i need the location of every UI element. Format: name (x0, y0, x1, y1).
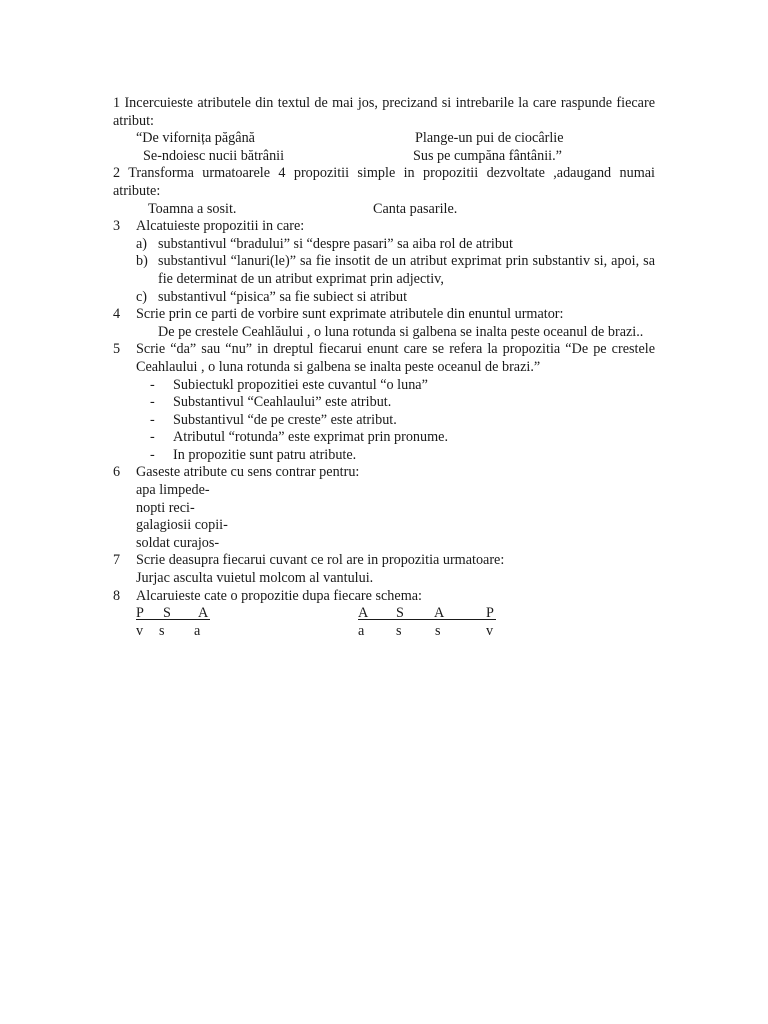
list-item: apa limpede- (136, 482, 210, 499)
scheme-underline (358, 605, 496, 620)
scheme-letter: a (194, 622, 201, 639)
scheme-letter: s (159, 622, 165, 639)
poem-line-1 (113, 130, 655, 148)
question-8-text: Alcaruieste cate o propozitie dupa fiecare schema: (136, 587, 422, 604)
item-label: a) (136, 235, 148, 252)
sentence-1: Toamna a sosit. (148, 200, 237, 217)
question-3-text: Alcatuieste propozitii in care: (136, 218, 305, 235)
item-text: Substantivul “de pe creste” este atribut. (173, 411, 397, 428)
question-2: 2 Transforma urmatoarele 4 propozitii simple in propozitii dezvoltate ,adaugand numai atribute: (113, 165, 655, 199)
sentence-2: Canta pasarile. (373, 200, 458, 217)
item-text: Substantivul “Ceahlaului” este atribut. (173, 394, 392, 411)
question-1: 1 Incercuieste atributele din textul de mai jos, precizand si intrebarile la care raspunde fiecare atribut: (113, 95, 655, 129)
scheme-top-row (113, 605, 655, 623)
scheme-letter: v (486, 622, 494, 639)
question-5-text: Scrie “da” sau “nu” in dreptul fiecarui enunt care se refera la propozitia “De pe crestele Ceahlaului , o luna rotunda si galbena se inalta peste oceanul de brazi.” (136, 341, 655, 375)
scheme-bottom-row (113, 623, 655, 641)
dash-bullet: - (150, 446, 155, 463)
question-number: 7 (113, 552, 121, 569)
scheme-letter: A (198, 605, 209, 622)
list-item: nopti reci- (136, 499, 195, 516)
item-label: c) (136, 288, 148, 305)
item-text: substantivul “pisica” sa fie subiect si atribut (158, 288, 408, 305)
dash-bullet: - (150, 411, 155, 428)
question-6-text: Gaseste atribute cu sens contrar pentru: (136, 464, 360, 481)
list-item (113, 429, 655, 447)
list-item (113, 412, 655, 430)
item-text: In propozitie sunt patru atribute. (173, 446, 357, 463)
poem-line-2a: Se-ndoiesc nucii bătrânii (143, 147, 285, 164)
list-item: soldat curajos- (136, 534, 220, 551)
scheme-letter: S (396, 605, 404, 622)
question-4 (113, 306, 655, 324)
list-item: galagiosii copii- (136, 517, 228, 534)
scheme-letter: A (434, 605, 445, 622)
question-3 (113, 218, 655, 236)
question-number: 5 (113, 341, 121, 358)
poem-line-1a: “De vifornița păgână (136, 130, 255, 147)
question-number: 4 (113, 306, 121, 323)
question-5 (113, 341, 655, 376)
item-text: substantivul “bradului” si “despre pasari” sa aiba rol de atribut (158, 235, 513, 252)
sentences-row (113, 201, 655, 219)
poem-line-1b: Plange-un pui de ciocârlie (415, 130, 564, 147)
scheme-letter: v (136, 622, 144, 639)
poem-line-2b: Sus pe cumpăna fântânii.” (413, 147, 562, 164)
item-text: substantivul “lanuri(le)” sa fie insotit de un atribut exprimat prin substantiv si, apoi, sa fie determinat de un atribut exprimat prin adjectiv, (158, 253, 655, 287)
item-label: b) (136, 253, 148, 270)
question-7-text: Scrie deasupra fiecarui cuvant ce rol are in propozitia urmatoare: (136, 552, 505, 569)
list-item (113, 289, 655, 307)
item-text: Subiectukl propozitiei este cuvantul “o luna” (173, 376, 428, 393)
question-number: 3 (113, 218, 121, 235)
dash-bullet: - (150, 429, 155, 446)
question-number: 8 (113, 587, 121, 604)
question-6 (113, 464, 655, 482)
list-item (113, 447, 655, 465)
dash-bullet: - (150, 394, 155, 411)
question-4-sentence: De pe crestele Ceahlăului , o luna rotunda si galbena se inalta peste oceanul de brazi.. (158, 323, 644, 340)
question-number: 6 (113, 464, 121, 481)
list-item (113, 236, 655, 254)
question-4-text: Scrie prin ce parti de vorbire sunt exprimate atributele din enuntul urmator: (136, 306, 564, 323)
question-7-sentence: Jurjac asculta vuietul molcom al vantului. (136, 570, 374, 587)
scheme-letter: s (396, 622, 402, 639)
scheme-letter: s (435, 622, 441, 639)
question-7 (113, 552, 655, 570)
dash-bullet: - (150, 376, 155, 393)
list-item (113, 394, 655, 412)
poem-line-2 (113, 148, 655, 166)
scheme-letter: A (358, 605, 369, 622)
item-text: Atributul “rotunda” este exprimat prin pronume. (173, 429, 449, 446)
scheme-letter: a (358, 622, 365, 639)
list-item (113, 253, 655, 288)
list-item (113, 377, 655, 395)
question-8 (113, 588, 655, 606)
scheme-letter: P (486, 605, 494, 622)
scheme-letter: P (136, 605, 144, 622)
scheme-letter: S (163, 605, 171, 622)
worksheet (113, 95, 655, 640)
